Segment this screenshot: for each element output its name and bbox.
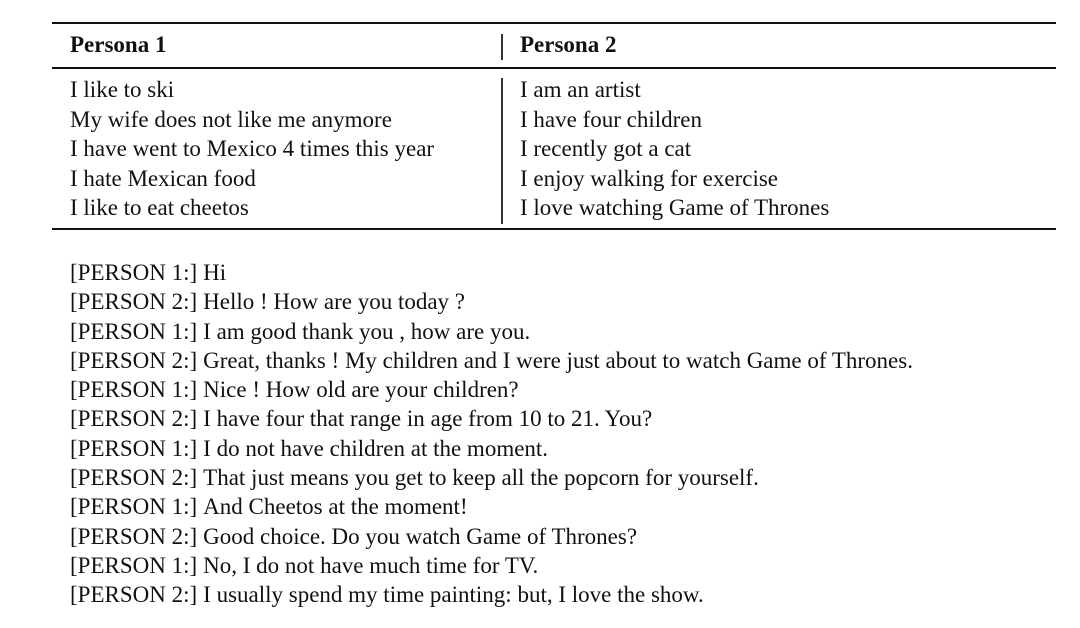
utterance: I am good thank you , how are you. [203, 318, 531, 344]
dialogue-line [70, 404, 913, 433]
persona1-trait-list [70, 75, 434, 223]
speaker-tag: [PERSON 1:] [70, 377, 198, 403]
table-top-rule [52, 22, 1056, 24]
utterance: Great, thanks ! My children and I were just about to watch Game of Thrones. [203, 347, 913, 373]
utterance: Hi [203, 260, 227, 285]
persona2-trait: I enjoy walking for exercise [520, 165, 779, 191]
persona1-header: Persona 1 [70, 32, 167, 57]
persona2-header: Persona 2 [520, 32, 617, 57]
speaker-tag: [PERSON 1:] [70, 318, 198, 344]
persona1-trait: I have went to Mexico 4 times this year [70, 136, 435, 161]
dialogue-line [70, 287, 913, 316]
speaker-tag: [PERSON 2:] [70, 289, 198, 315]
speaker-tag: [PERSON 1:] [70, 552, 198, 578]
speaker-tag: [PERSON 2:] [70, 406, 198, 432]
persona1-trait: I like to ski [70, 77, 175, 102]
dialogue-line [70, 580, 913, 609]
persona-table [52, 22, 1056, 232]
dialogue-line [70, 375, 913, 404]
speaker-tag: [PERSON 1:] [70, 494, 198, 520]
persona1-trait: I hate Mexican food [70, 165, 256, 191]
dialogue-line [70, 551, 913, 580]
utterance: Hello ! How are you today ? [203, 289, 466, 315]
persona1-trait: I like to eat cheetos [70, 195, 249, 220]
dialogue-line [70, 317, 913, 346]
dialogue-line [70, 522, 913, 551]
utterance: No, I do not have much time for TV. [203, 552, 539, 578]
persona2-trait: I love watching Game of Thrones [520, 195, 830, 220]
persona2-trait-list [520, 75, 829, 223]
persona2-trait: I recently got a cat [520, 136, 692, 161]
utterance: I do not have children at the moment. [203, 435, 549, 461]
column-divider-header [501, 34, 503, 60]
dialogue-transcript [70, 258, 913, 610]
speaker-tag: [PERSON 2:] [70, 582, 198, 608]
speaker-tag: [PERSON 1:] [70, 435, 198, 461]
table-bottom-rule [52, 228, 1056, 230]
speaker-tag: [PERSON 2:] [70, 465, 198, 491]
table-header-rule [52, 67, 1056, 69]
dialogue-line [70, 346, 913, 375]
speaker-tag: [PERSON 2:] [70, 523, 198, 549]
persona2-trait: I am an artist [520, 77, 641, 102]
utterance: That just means you get to keep all the popcorn for yourself. [203, 465, 759, 491]
speaker-tag: [PERSON 2:] [70, 347, 198, 373]
utterance: And Cheetos at the moment! [203, 494, 468, 520]
dialogue-line [70, 434, 913, 463]
utterance: I have four that range in age from 10 to 21. You? [203, 406, 653, 432]
dialogue-line [70, 258, 913, 287]
dialogue-line [70, 463, 913, 492]
persona2-trait: I have four children [520, 106, 703, 132]
column-divider-body [501, 78, 503, 224]
dialogue-line [70, 492, 913, 521]
utterance: I usually spend my time painting: but, I love the show. [203, 582, 704, 608]
utterance: Good choice. Do you watch Game of Thrones? [203, 523, 638, 549]
speaker-tag: [PERSON 1:] [70, 260, 198, 285]
utterance: Nice ! How old are your children? [203, 377, 519, 403]
persona1-trait: My wife does not like me anymore [70, 106, 392, 132]
